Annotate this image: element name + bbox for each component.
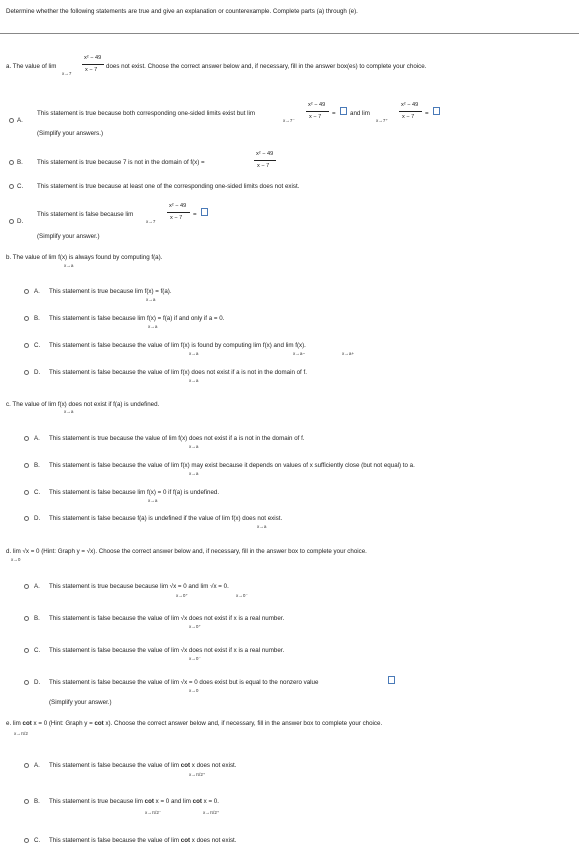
frac-den: x − 7 bbox=[170, 215, 183, 221]
frac-den: x − 7 bbox=[402, 114, 415, 120]
lim-sub: x→a bbox=[189, 378, 199, 383]
option-a-a-mid: and lim bbox=[350, 110, 370, 117]
lim-sub: x→a bbox=[257, 524, 267, 529]
option-b-c-text[interactable]: This statement is false because the value of lim f(x) is found by computing lim f(x) and lim f(x). bbox=[49, 342, 306, 349]
lim-sub: x→a bbox=[189, 471, 199, 476]
lim-sub: x→π/2⁻ bbox=[145, 810, 162, 815]
lim-sub: x→a− bbox=[293, 351, 306, 356]
option-letter: C. bbox=[34, 489, 41, 496]
fraction-bar bbox=[167, 212, 190, 213]
lim-sub: x→π/2⁺ bbox=[189, 772, 206, 777]
option-letter: B. bbox=[34, 462, 40, 469]
radio-e-a[interactable] bbox=[24, 763, 29, 768]
answer-box-d-d[interactable] bbox=[388, 676, 395, 684]
hint: (Simplify your answer.) bbox=[49, 699, 112, 706]
option-letter: A. bbox=[34, 762, 40, 769]
radio-b-b[interactable] bbox=[24, 316, 29, 321]
instructions: Determine whether the following statements are true and give an explanation or counterexample. Complete parts (a) through (e). bbox=[6, 8, 358, 15]
lim-sub: x→0⁺ bbox=[176, 593, 188, 598]
part-e-prompt-pre: e. lim bbox=[6, 720, 21, 727]
radio-b-d[interactable] bbox=[24, 370, 29, 375]
fraction-bar bbox=[399, 111, 422, 112]
radio-d-b[interactable] bbox=[24, 616, 29, 621]
fraction-bar bbox=[254, 160, 276, 161]
option-letter: A. bbox=[17, 117, 23, 124]
radio-d-c[interactable] bbox=[24, 648, 29, 653]
option-a-a-text[interactable]: This statement is true because both corresponding one-sided limits exist but lim bbox=[37, 110, 256, 117]
text-post: x = 0. bbox=[203, 798, 219, 805]
option-a-b-text[interactable]: This statement is true because 7 is not in the domain of f(x) = bbox=[37, 159, 205, 166]
radio-c-a[interactable] bbox=[24, 436, 29, 441]
radio-d-d[interactable] bbox=[24, 680, 29, 685]
option-letter: B. bbox=[34, 615, 40, 622]
option-letter: A. bbox=[34, 583, 40, 590]
option-letter: C. bbox=[34, 342, 41, 349]
option-b-b-text[interactable]: This statement is false because lim f(x) = f(a) if and only if a = 0. bbox=[49, 315, 225, 322]
lim-sub: x→π/2 bbox=[14, 731, 28, 736]
frac-den: x − 7 bbox=[309, 114, 322, 120]
hint: (Simplify your answer.) bbox=[37, 233, 100, 240]
lim-sub: x→0⁻ bbox=[236, 593, 248, 598]
lim-sub: x→0 bbox=[11, 557, 21, 562]
option-letter: B. bbox=[17, 159, 23, 166]
option-letter: D. bbox=[34, 515, 41, 522]
lim-sub: x→7 bbox=[146, 219, 156, 224]
radio-e-b[interactable] bbox=[24, 799, 29, 804]
divider bbox=[0, 33, 579, 34]
option-a-d-text[interactable]: This statement is false because lim bbox=[37, 211, 134, 218]
cot: cot bbox=[180, 762, 191, 769]
lim-sub: x→a bbox=[146, 297, 156, 302]
lim-sub: x→a bbox=[148, 498, 158, 503]
radio-c-b[interactable] bbox=[24, 463, 29, 468]
option-b-a-text[interactable]: This statement is true because lim f(x) = f(a). bbox=[49, 288, 172, 295]
option-letter: B. bbox=[34, 798, 40, 805]
option-c-d-text[interactable]: This statement is false because f(a) is undefined if the value of lim f(x) does not exist. bbox=[49, 515, 283, 522]
option-letter: D. bbox=[34, 679, 41, 686]
lim-sub: x→7⁻ bbox=[283, 118, 295, 123]
part-e-prompt-post2: x). Choose the correct answer below and, if necessary, fill in the answer box to complete your choice. bbox=[105, 720, 383, 727]
option-letter: C. bbox=[17, 183, 24, 190]
answer-box-a-d[interactable] bbox=[201, 208, 208, 216]
lim-sub: x→a+ bbox=[342, 351, 355, 356]
option-c-a-text[interactable]: This statement is true because the value of lim f(x) does not exist if a is not in the domain of f. bbox=[49, 435, 305, 442]
cot: cot bbox=[144, 798, 154, 805]
option-c-b-text[interactable]: This statement is false because the value of lim f(x) may exist because it depends on values of x sufficiently close (but not equal) to a. bbox=[49, 462, 415, 469]
radio-c-d[interactable] bbox=[24, 516, 29, 521]
option-a-c-text[interactable]: This statement is true because at least one of the corresponding one-sided limits does not exist. bbox=[37, 183, 300, 190]
frac-num: x² − 49 bbox=[308, 102, 326, 108]
part-a-lim-sub: x→7 bbox=[62, 71, 72, 76]
option-b-d-text[interactable]: This statement is false because the value of lim f(x) does not exist if a is not in the domain of f. bbox=[49, 369, 307, 376]
lim-sub: x→0⁻ bbox=[189, 656, 201, 661]
radio-a-c[interactable] bbox=[9, 184, 14, 189]
part-a-prompt-pre: a. The value of lim bbox=[6, 63, 57, 70]
fraction-bar bbox=[306, 111, 329, 112]
part-e-cot: cot bbox=[22, 720, 32, 727]
lim-sub: x→0⁺ bbox=[189, 624, 201, 629]
option-c-c-text[interactable]: This statement is false because lim f(x) = 0 if f(a) is undefined. bbox=[49, 489, 220, 496]
option-d-c-text[interactable]: This statement is false because the value of lim √x does not exist if x is a real number. bbox=[49, 647, 285, 654]
lim-sub: x→a bbox=[189, 444, 199, 449]
frac-num: x² − 49 bbox=[256, 151, 274, 157]
option-e-b-text[interactable] bbox=[49, 798, 219, 805]
option-d-b-text[interactable]: This statement is false because the value of lim √x does not exist if x is a real number. bbox=[49, 615, 285, 622]
part-e-prompt-post: x = 0 (Hint: Graph y = bbox=[33, 720, 93, 727]
part-a-frac-den: x − 7 bbox=[85, 67, 98, 73]
part-d-prompt: d. lim √x = 0 (Hint: Graph y = √x). Choose the correct answer below and, if necessary, fill in the answer box to complete your choice. bbox=[6, 548, 367, 555]
option-letter: D. bbox=[34, 369, 41, 376]
option-letter: A. bbox=[34, 435, 40, 442]
lim-sub: x→7⁺ bbox=[376, 118, 388, 123]
radio-a-a[interactable] bbox=[9, 118, 14, 123]
option-e-a-text[interactable] bbox=[49, 762, 236, 769]
option-d-a-text[interactable]: This statement is true because because lim √x = 0 and lim √x = 0. bbox=[49, 583, 229, 590]
fraction-bar bbox=[82, 64, 104, 65]
lim-sub: x→a bbox=[189, 351, 199, 356]
radio-b-a[interactable] bbox=[24, 289, 29, 294]
part-e-prompt bbox=[6, 720, 382, 727]
lim-sub: x→a bbox=[148, 324, 158, 329]
answer-box-a-a-2[interactable] bbox=[433, 107, 440, 115]
radio-a-d[interactable] bbox=[9, 219, 14, 224]
text-mid: x = 0 and lim bbox=[155, 798, 191, 805]
frac-num: x² − 49 bbox=[401, 102, 419, 108]
option-letter: C. bbox=[34, 647, 41, 654]
text-pre: This statement is true because lim bbox=[49, 798, 143, 805]
radio-d-a[interactable] bbox=[24, 584, 29, 589]
option-letter: D. bbox=[17, 218, 24, 225]
lim-sub: x→π/2⁺ bbox=[203, 810, 220, 815]
lim-sub: x→a bbox=[64, 263, 74, 268]
text-pre: This statement is false because the value of lim bbox=[49, 837, 180, 844]
radio-e-c[interactable] bbox=[24, 838, 29, 843]
lim-sub: x→0 bbox=[189, 688, 199, 693]
part-c-prompt: c. The value of lim f(x) does not exist if f(a) is undefined. bbox=[6, 401, 160, 408]
part-a-frac-num: x² − 49 bbox=[84, 55, 102, 61]
cot: cot bbox=[180, 837, 191, 844]
text-post: x does not exist. bbox=[191, 762, 237, 769]
radio-c-c[interactable] bbox=[24, 490, 29, 495]
radio-b-c[interactable] bbox=[24, 343, 29, 348]
option-d-d-text[interactable]: This statement is false because the value of lim √x = 0 does exist but is equal to the nonzero value bbox=[49, 679, 319, 686]
frac-den: x − 7 bbox=[257, 163, 270, 169]
lim-sub: x→a bbox=[64, 409, 74, 414]
frac-num: x² − 49 bbox=[169, 203, 187, 209]
part-a-prompt-post: does not exist. Choose the correct answer below and, if necessary, fill in the answer box(es) to complete your choice. bbox=[106, 63, 427, 70]
hint: (Simplify your answers.) bbox=[37, 130, 104, 137]
option-letter: C. bbox=[34, 837, 41, 844]
text-pre: This statement is false because the value of lim bbox=[49, 762, 180, 769]
option-e-c-text[interactable] bbox=[49, 837, 236, 844]
option-letter: B. bbox=[34, 315, 40, 322]
part-b-prompt: b. The value of lim f(x) is always found by computing f(a). bbox=[6, 254, 163, 261]
cot-2: cot bbox=[192, 798, 202, 805]
text-post: x does not exist. bbox=[191, 837, 237, 844]
option-letter: A. bbox=[34, 288, 40, 295]
radio-a-b[interactable] bbox=[9, 160, 14, 165]
part-e-cot-2: cot bbox=[94, 720, 104, 727]
answer-box-a-a-1[interactable] bbox=[340, 107, 347, 115]
